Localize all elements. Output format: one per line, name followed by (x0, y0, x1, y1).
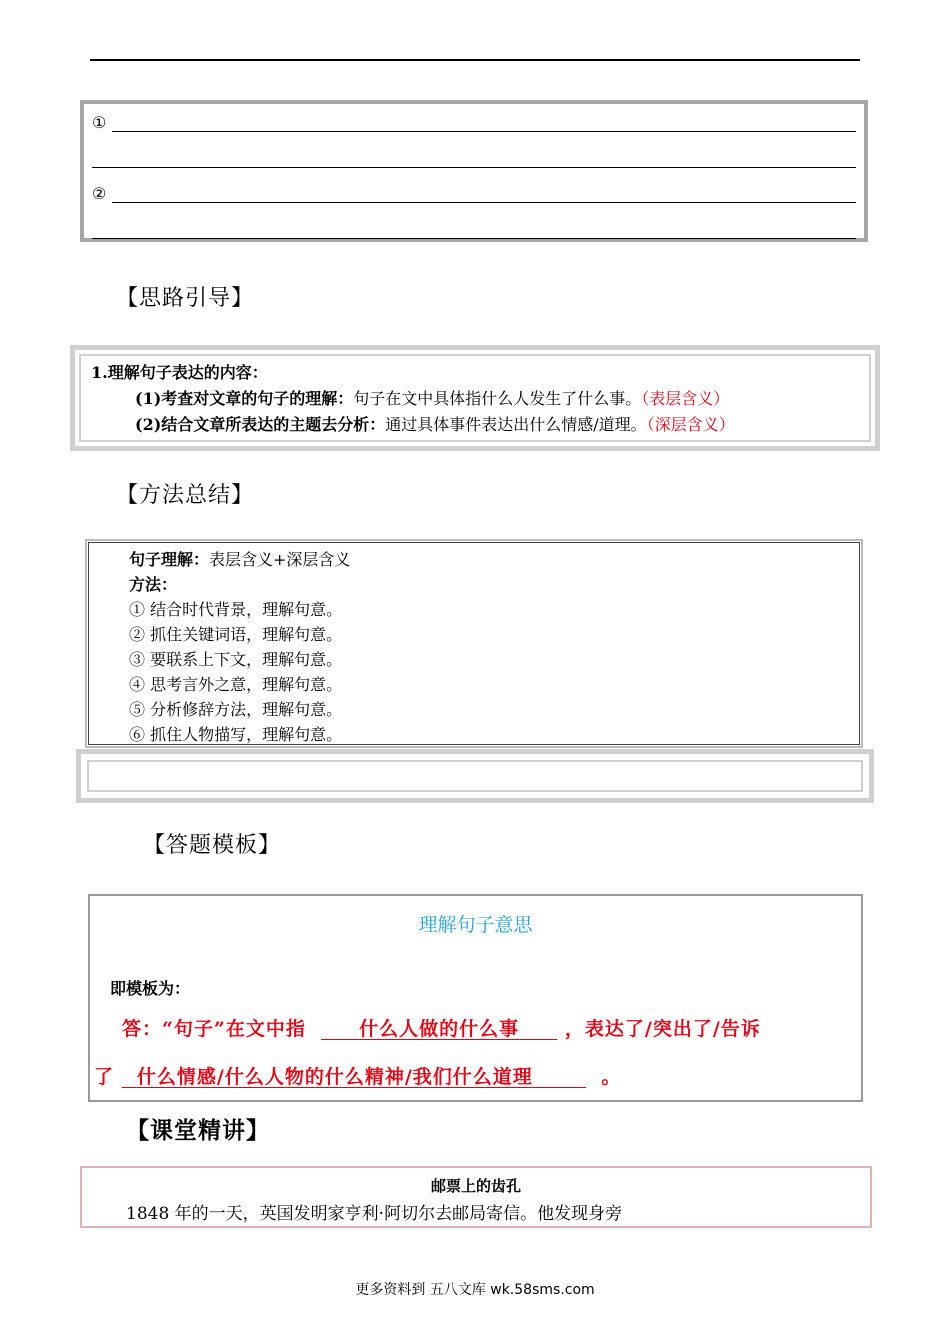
answer-mark-1: ① (92, 113, 107, 132)
template-answer-line-1: 答：“句子”在文中指 什么人做的什么事 ，表达了/突出了/告诉 (122, 1018, 761, 1040)
empty-frame (76, 749, 874, 803)
method-item: ① 结合时代背景，理解句意。 (129, 600, 343, 619)
template-box (88, 894, 863, 1102)
template-intro: 即模板为： (110, 979, 191, 998)
answer-box (80, 100, 868, 242)
answer-line-2[interactable] (92, 148, 856, 168)
heading-method: 【方法总结】 (116, 483, 255, 508)
method-item: ⑥ 抓住人物描写，理解句意。 (129, 725, 343, 744)
heading-lecture: 【课堂精讲】 (126, 1118, 270, 1144)
guide-box (70, 345, 880, 451)
template-answer-line-2: 了 什么情感/什么人物的什么精神/我们什么道理 。 (94, 1066, 622, 1088)
article-title: 邮票上的齿孔 (430, 1177, 521, 1195)
heading-guide: 【思路引导】 (116, 286, 255, 311)
answer-line-3[interactable] (92, 183, 856, 203)
template-title: 理解句子意思 (418, 914, 533, 936)
answer-line-4[interactable] (92, 219, 856, 239)
method-box (88, 542, 860, 745)
answer-mark-2: ② (92, 184, 107, 203)
article-box (80, 1166, 872, 1228)
footer-link[interactable]: 更多资料到 五八文库 wk.58sms.com (355, 1282, 595, 1298)
method-label: 方法： (129, 575, 178, 594)
method-item: ⑤ 分析修辞方法，理解句意。 (129, 700, 343, 719)
top-rule (90, 59, 860, 61)
method-item: ② 抓住关键词语，理解句意。 (129, 625, 343, 644)
method-understanding: 句子理解：表层含义+深层含义 (129, 550, 351, 569)
article-body: 1848 年的一天，英国发明家亨利·阿切尔去邮局寄信。他发现身旁 (126, 1204, 623, 1224)
guide-item-2: (2)结合文章所表达的主题去分析：通过具体事件表达出什么情感/道理。（深层含义） (135, 415, 735, 434)
method-item: ④ 思考言外之意，理解句意。 (129, 675, 343, 694)
guide-line-1: 1.理解句子表达的内容： (91, 363, 268, 382)
guide-item-1: (1)考查对文章的句子的理解：句子在文中具体指什么人发生了什么事。（表层含义） (135, 389, 730, 408)
method-item: ③ 要联系上下文，理解句意。 (129, 650, 343, 669)
answer-line-1[interactable] (92, 112, 856, 132)
heading-template: 【答题模板】 (143, 833, 282, 858)
